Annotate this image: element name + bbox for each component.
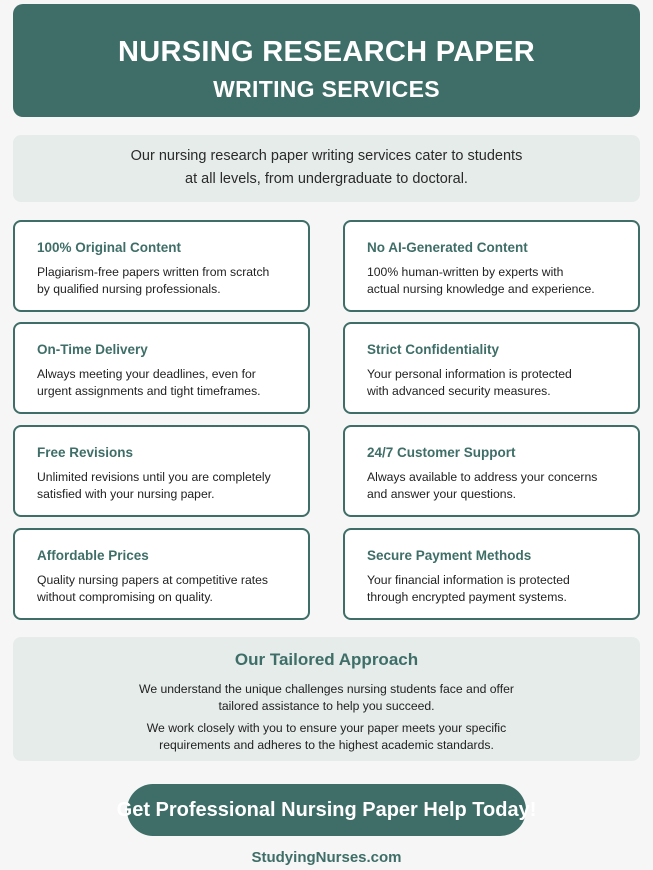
- feature-title: Affordable Prices: [37, 548, 149, 563]
- feature-description: Unlimited revisions until you are completely satisfied with your nursing paper.: [37, 470, 271, 501]
- feature-card-affordable-prices: [13, 528, 310, 620]
- feature-card-on-time-delivery: [13, 322, 310, 414]
- intro-line: at all levels, from undergraduate to doctoral.: [185, 171, 468, 187]
- feature-title: 24/7 Customer Support: [367, 445, 516, 460]
- approach-title: Our Tailored Approach: [234, 650, 419, 669]
- feature-description: Always available to address your concerns and answer your questions.: [367, 470, 598, 501]
- feature-description: Your financial information is protected through encrypted payment systems.: [367, 573, 570, 604]
- feature-card-original-content: [13, 220, 310, 312]
- page-header: [13, 4, 640, 117]
- feature-description: Plagiarism-free papers written from scratch by qualified nursing professionals.: [37, 265, 270, 296]
- feature-title: On-Time Delivery: [37, 342, 148, 357]
- feature-title: Secure Payment Methods: [367, 548, 532, 563]
- approach-paragraph: We understand the unique challenges nursing students face and offer tailored assistance to help you succeed.: [139, 682, 514, 713]
- feature-description: Always meeting your deadlines, even for urgent assignments and tight timeframes.: [37, 367, 261, 398]
- feature-title: 100% Original Content: [37, 240, 182, 255]
- feature-card-secure-payment: [343, 528, 640, 620]
- feature-card-free-revisions: [13, 425, 310, 517]
- approach-panel: [13, 637, 640, 761]
- feature-card-no-ai-content: [343, 220, 640, 312]
- feature-description: 100% human-written by experts with actual nursing knowledge and experience.: [367, 265, 595, 296]
- page-subtitle: WRITING SERVICES: [213, 76, 440, 102]
- feature-card-confidentiality: [343, 322, 640, 414]
- page-title: NURSING RESEARCH PAPER: [118, 36, 535, 68]
- feature-description: Your personal information is protected with advanced security measures.: [367, 367, 572, 398]
- intro-line: Our nursing research paper writing services cater to students: [130, 148, 523, 164]
- intro-panel: [13, 135, 640, 202]
- feature-title: Free Revisions: [37, 445, 134, 460]
- feature-title: No AI-Generated Content: [367, 240, 528, 255]
- approach-paragraph: We work closely with you to ensure your paper meets your specific requirements and adheres to the highest academic standards.: [146, 721, 507, 752]
- feature-card-customer-support: [343, 425, 640, 517]
- footer-site-link[interactable]: StudyingNurses.com: [251, 849, 402, 866]
- cta-button-label[interactable]: Get Professional Nursing Paper Help Today!: [116, 799, 537, 821]
- feature-title: Strict Confidentiality: [367, 342, 500, 357]
- feature-description: Quality nursing papers at competitive rates without compromising on quality.: [37, 573, 268, 604]
